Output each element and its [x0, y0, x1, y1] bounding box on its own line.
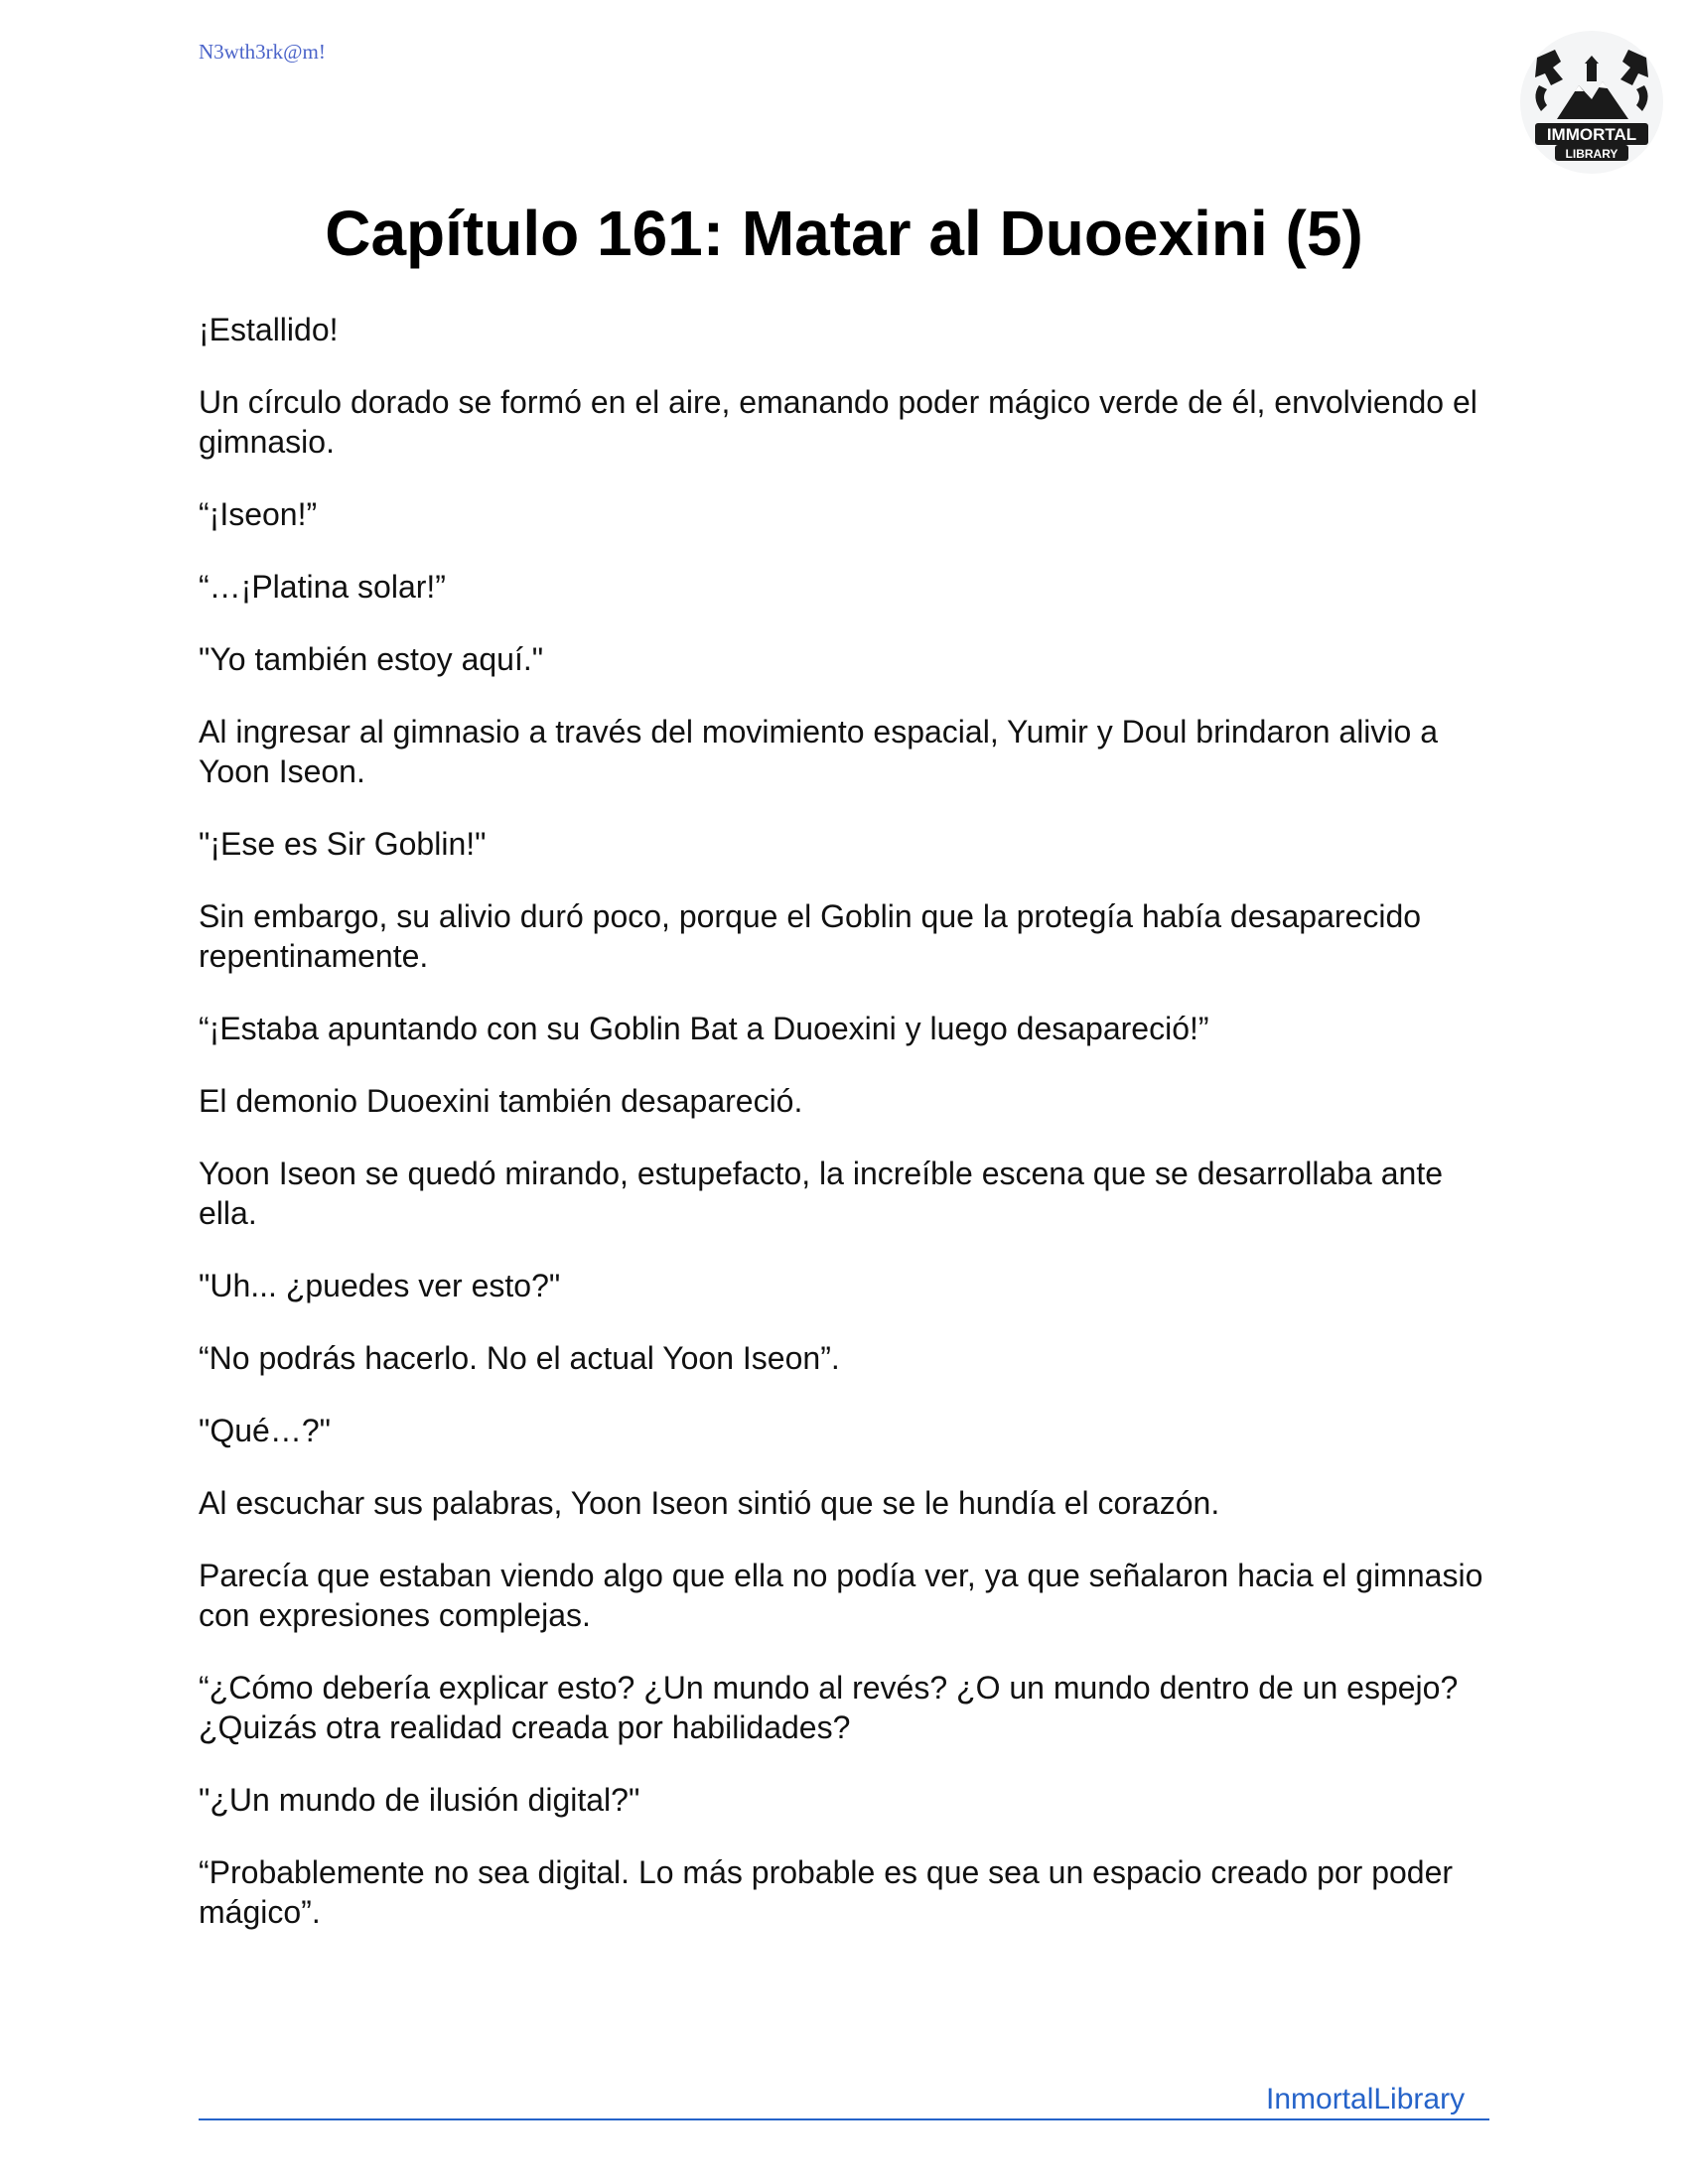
paragraph: “¡Iseon!”	[199, 496, 318, 532]
header-watermark: N3wth3rk@m!	[199, 40, 326, 64]
immortal-library-logo	[1517, 28, 1666, 177]
dragon-mountain-icon	[1517, 28, 1666, 177]
paragraph: Parecía que estaban viendo algo que ella no podía ver, ya que señalaron hacia el gimnasio con expresiones complejas.	[199, 1558, 1483, 1633]
chapter-body	[199, 310, 1489, 1965]
paragraph: ¡Estallido!	[199, 312, 339, 347]
footer-link[interactable]: InmortalLibrary	[1266, 2083, 1466, 2116]
logo-text-line2: LIBRARY	[1565, 147, 1618, 161]
paragraph: "Yo también estoy aquí."	[199, 641, 544, 677]
paragraph: “No podrás hacerlo. No el actual Yoon Iseon”.	[199, 1340, 840, 1376]
paragraph: “Probablemente no sea digital. Lo más probable es que sea un espacio creado por poder mágico”.	[199, 1854, 1454, 1930]
paragraph: Yoon Iseon se quedó mirando, estupefacto, la increíble escena que se desarrollaba ante ella.	[199, 1156, 1444, 1231]
paragraph: "¡Ese es Sir Goblin!"	[199, 826, 487, 862]
paragraph: El demonio Duoexini también desapareció.	[199, 1083, 803, 1119]
paragraph: Un círculo dorado se formó en el aire, emanando poder mágico verde de él, envolviendo el gimnasio.	[199, 384, 1477, 460]
chapter-title: Capítulo 161: Matar al Duoexini (5)	[325, 198, 1363, 269]
paragraph: "Qué…?"	[199, 1413, 331, 1448]
paragraph: Al ingresar al gimnasio a través del movimiento espacial, Yumir y Doul brindaron alivio a Yoon Iseon.	[199, 714, 1438, 789]
footer-underline	[199, 2118, 1489, 2120]
logo-text-line1: IMMORTAL	[1546, 125, 1637, 144]
paragraph: “¿Cómo debería explicar esto? ¿Un mundo al revés? ¿O un mundo dentro de un espejo? ¿Quizás otra realidad creada por habilidades?	[199, 1670, 1459, 1745]
paragraph: “¡Estaba apuntando con su Goblin Bat a Duoexini y luego desapareció!”	[199, 1011, 1209, 1046]
paragraph: “…¡Platina solar!”	[199, 569, 446, 605]
paragraph: Al escuchar sus palabras, Yoon Iseon sintió que se le hundía el corazón.	[199, 1485, 1220, 1521]
paragraph: Sin embargo, su alivio duró poco, porque el Goblin que la protegía había desaparecido repentinamente.	[199, 898, 1422, 974]
paragraph: "Uh... ¿puedes ver esto?"	[199, 1268, 561, 1303]
paragraph: "¿Un mundo de ilusión digital?"	[199, 1782, 640, 1818]
